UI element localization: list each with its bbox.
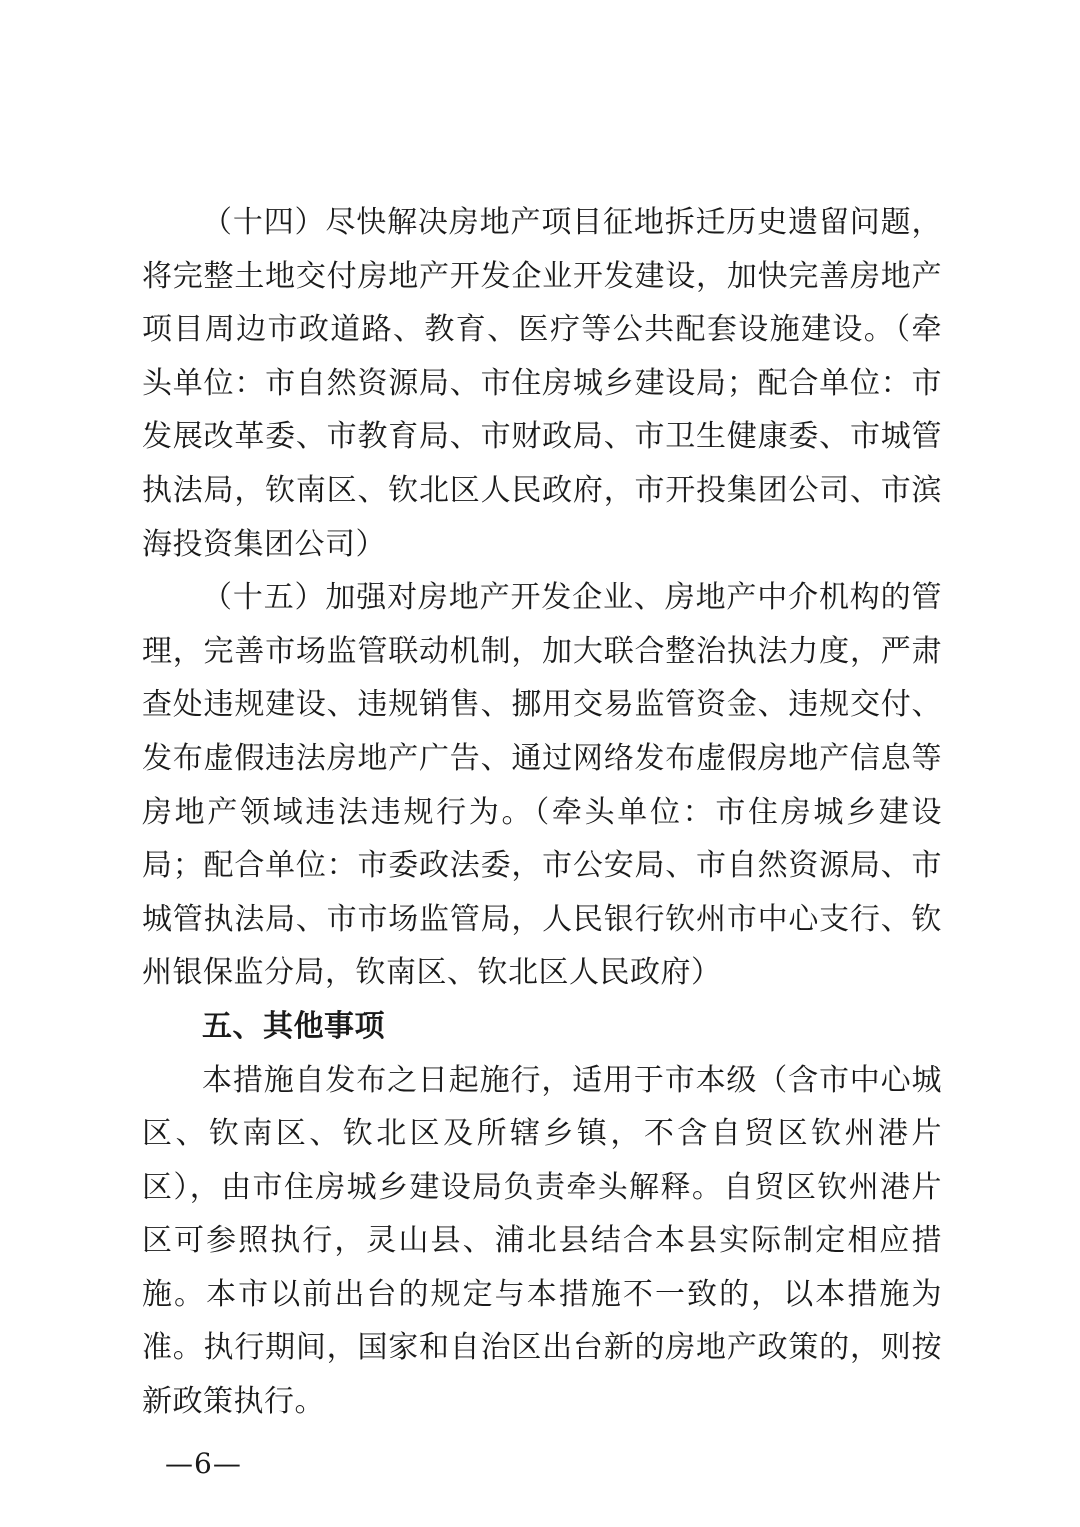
- page-number: —6—: [165, 1447, 242, 1480]
- paragraph-item-15: （十五）加强对房地产开发企业、房地产中介机构的管理，完善市场监管联动机制，加大联合整治执法力度，严肃查处违规建设、违规销售、挪用交易监管资金、违规交付、发布虚假违法房地产广告、通过网络发布虚假房地产信息等房地产领域违法违规行为。（牵头单位：市住房城乡建设局；配合单位：市委政法委，市公安局、市自然资源局、市城管执法局、市市场监管局，人民银行钦州市中心支行、钦州银保监分局，钦南区、钦北区人民政府）: [142, 580, 942, 991]
- section-heading: 五、其他事项: [202, 1008, 385, 1044]
- document-body: [142, 196, 942, 1429]
- closing-paragraph: 本措施自发布之日起施行，适用于市本级（含市中心城区、钦南区、钦北区及所辖乡镇，不含自贸区钦州港片区），由市住房城乡建设局负责牵头解释。自贸区钦州港片区可参照执行，灵山县、浦北县结合本县实际制定相应措施。本市以前出台的规定与本措施不一致的，以本措施为准。执行期间，国家和自治区出台新的房地产政策的，则按新政策执行。: [142, 1062, 942, 1420]
- paragraph-item-14: （十四）尽快解决房地产项目征地拆迁历史遗留问题，将完整土地交付房地产开发企业开发建设，加快完善房地产项目周边市政道路、教育、医疗等公共配套设施建设。（牵头单位：市自然资源局、市住房城乡建设局；配合单位：市发展改革委、市教育局、市财政局、市卫生健康委、市城管执法局，钦南区、钦北区人民政府，市开投集团公司、市滨海投资集团公司）: [142, 205, 942, 562]
